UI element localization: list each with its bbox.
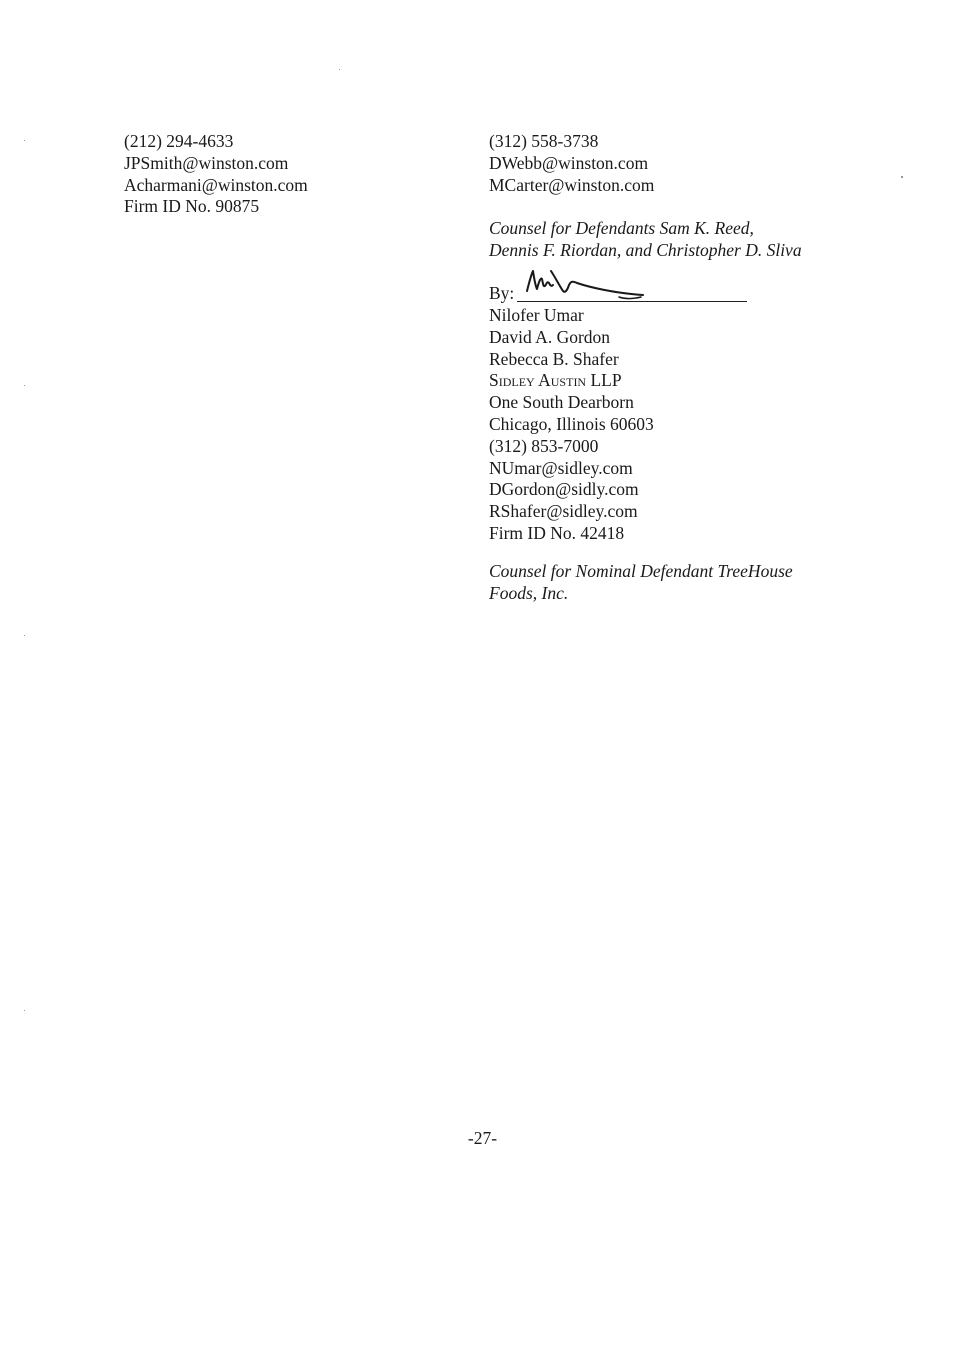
by-label: By: [489, 283, 515, 303]
left-email-jpsmith: JPSmith@winston.com [124, 152, 289, 173]
counsel-for-nominal-defendant [489, 561, 793, 605]
address-city: Chicago, Illinois 60603 [489, 413, 654, 434]
right-phone: (312) 558-3738 [489, 131, 599, 151]
right-email-dwebb: DWebb@winston.com [489, 152, 649, 173]
signer-rebecca-shafer: Rebecca B. Shafer [489, 348, 619, 369]
signer-david-gordon: David A. Gordon [489, 326, 611, 347]
signer-nilofer-umar: Nilofer Umar [489, 305, 584, 325]
address-street: One South Dearborn [489, 392, 634, 413]
left-email-acharmani: Acharmani@winston.com [124, 174, 308, 195]
sidley-phone: (312) 853-7000 [489, 435, 599, 456]
left-contact-block [124, 131, 308, 218]
counsel-nominal-line-2: Foods, Inc. [489, 582, 569, 603]
left-firm-id: Firm ID No. 90875 [124, 196, 260, 217]
signer-info [489, 305, 759, 545]
counsel-nominal-line-1: Counsel for Nominal Defendant TreeHouse [489, 561, 793, 581]
right-email-mcarter: MCarter@winston.com [489, 174, 655, 195]
left-phone: (212) 294-4633 [124, 131, 234, 151]
scan-speck [339, 69, 340, 70]
email-dgordon: DGordon@sidly.com [489, 479, 639, 500]
scan-speck [24, 385, 25, 386]
counsel-defendants-line-1: Counsel for Defendants Sam K. Reed, [489, 218, 754, 238]
sidley-firm-id: Firm ID No. 42418 [489, 522, 625, 543]
signature-block [489, 281, 759, 545]
scan-speck [24, 635, 25, 636]
scan-speck [901, 176, 903, 178]
email-numar: NUmar@sidley.com [489, 457, 633, 478]
email-rshafer: RShafer@sidley.com [489, 501, 638, 522]
counsel-for-defendants [489, 218, 802, 262]
right-contact-block [489, 131, 654, 196]
signature-line [489, 281, 759, 305]
page-number: -27- [467, 1128, 498, 1148]
handwritten-signature [523, 269, 663, 309]
scan-speck [24, 140, 25, 141]
firm-name: Sidley Austin LLP [489, 370, 622, 391]
scan-speck [24, 1010, 25, 1011]
counsel-defendants-line-2: Dennis F. Riordan, and Christopher D. Sliva [489, 239, 802, 260]
